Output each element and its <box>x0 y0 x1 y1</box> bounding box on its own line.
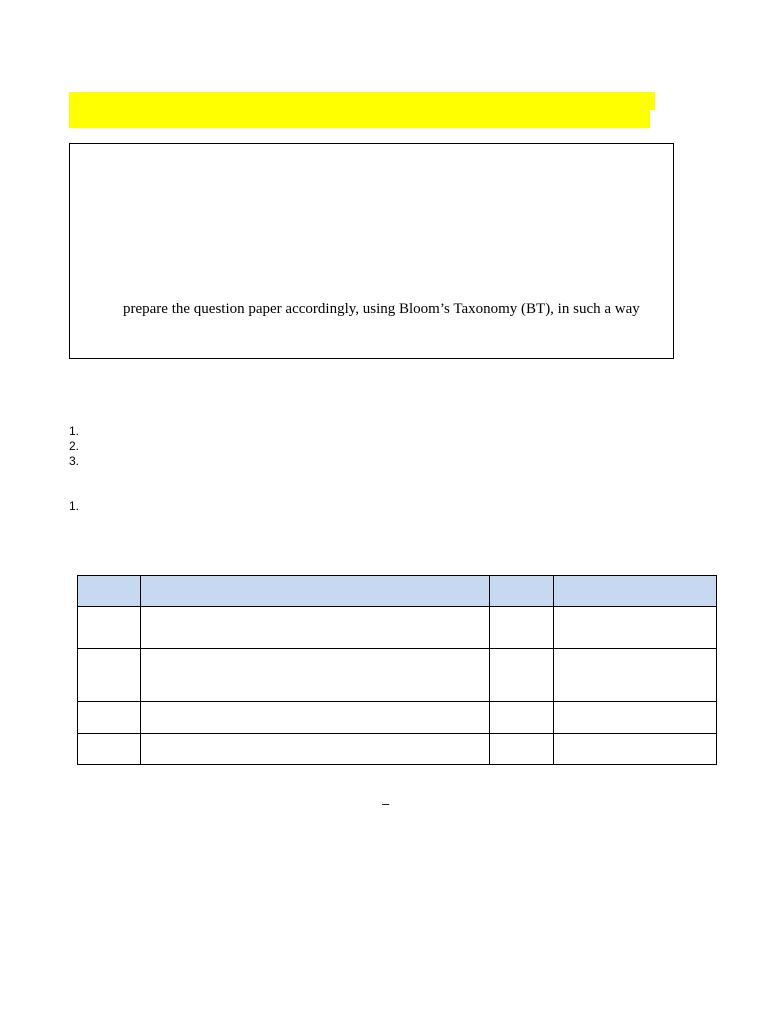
question-table <box>77 575 717 765</box>
table-cell <box>141 607 490 649</box>
table-header-cell <box>490 576 554 607</box>
footer-dash: – <box>382 796 390 811</box>
table-cell <box>554 702 717 734</box>
table-row <box>78 702 717 734</box>
second-list-number-1: 1. <box>69 499 80 513</box>
table-header-cell <box>141 576 490 607</box>
table-cell <box>554 734 717 765</box>
highlighted-title-line-2 <box>69 110 650 128</box>
list-number-2: 2. <box>69 439 80 453</box>
table-cell <box>141 734 490 765</box>
instructions-box <box>69 143 674 359</box>
table-cell <box>78 702 141 734</box>
table-cell <box>554 607 717 649</box>
table-cell <box>490 649 554 702</box>
table-header-cell <box>78 576 141 607</box>
table-header-row <box>78 576 717 607</box>
table-cell <box>141 649 490 702</box>
table-cell <box>78 649 141 702</box>
table-cell <box>78 607 141 649</box>
table-row <box>78 734 717 765</box>
highlighted-title-line-1 <box>69 92 655 110</box>
table-cell <box>490 702 554 734</box>
table-row <box>78 607 717 649</box>
list-number-1: 1. <box>69 424 80 438</box>
table-cell <box>141 702 490 734</box>
table-cell <box>490 607 554 649</box>
table-cell <box>490 734 554 765</box>
table-cell <box>78 734 141 765</box>
table-cell <box>554 649 717 702</box>
instructions-text: prepare the question paper accordingly, using Bloom’s Taxonomy (BT), in such a way <box>123 301 640 317</box>
table-row <box>78 649 717 702</box>
table-header-cell <box>554 576 717 607</box>
list-number-3: 3. <box>69 454 80 468</box>
